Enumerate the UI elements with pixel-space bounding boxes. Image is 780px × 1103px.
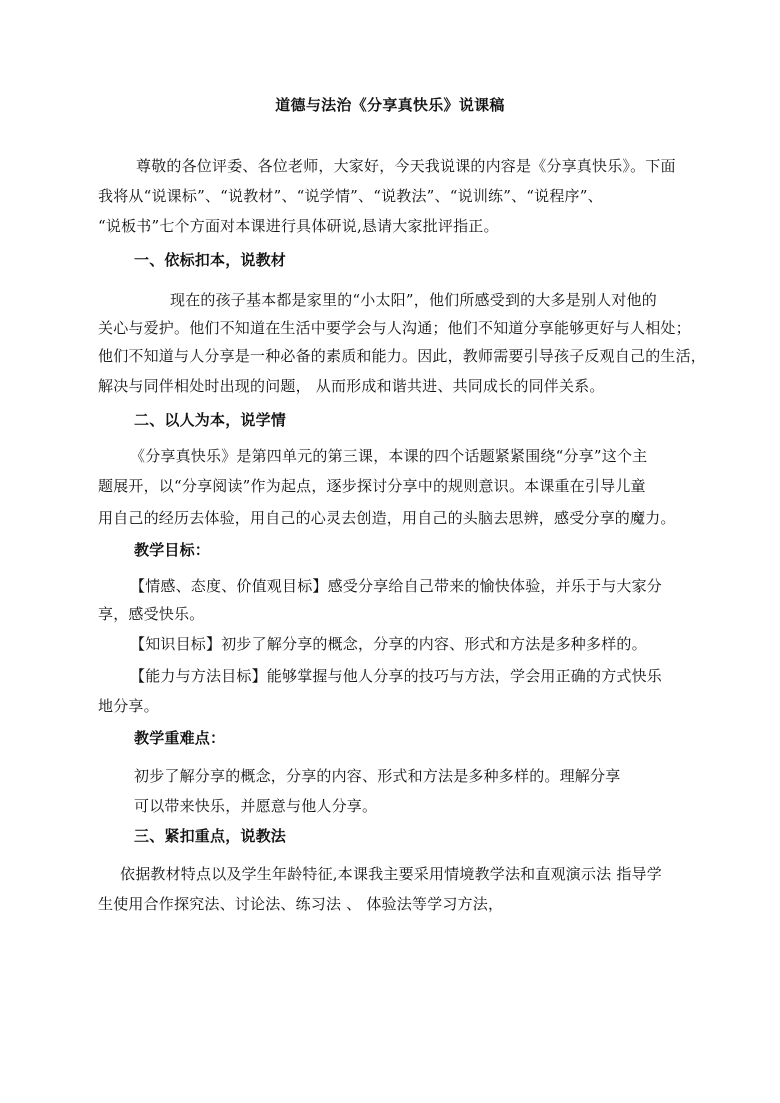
intro-line-2: 我将从“说课标”、“说教材”、“说学情”、“说教法”、“说训练”、“说程序”、 [98, 187, 603, 205]
key-points-line-2: 可以带来快乐，并愿意与他人分享。 [134, 797, 378, 815]
document-title: 道德与法治《分享真快乐》说课稿 [275, 96, 505, 114]
section-3-line-1: 依据教材特点以及学生年龄特征,本课我主要采用情境教学法和直观演示法 指导学 [120, 865, 662, 883]
teaching-goals-heading: 教学目标： [134, 541, 211, 559]
goal-ability-line-2: 地分享。 [98, 697, 159, 715]
goal-emotion-line-1: 【情感、态度、价值观目标】感受分享给自己带来的愉快体验，并乐于与大家分 [130, 577, 663, 595]
section-2-line-3: 用自己的经历去体验，用自己的心灵去创造，用自己的头脑去思辨，感受分享的魔力。 [98, 509, 676, 527]
goal-emotion-line-2: 享，感受快乐。 [98, 605, 205, 623]
goal-knowledge: 【知识目标】初步了解分享的概念，分享的内容、形式和方法是多种多样的。 [130, 635, 647, 653]
section-3-heading: 三、紧扣重点，说教法 [134, 827, 287, 845]
goal-ability-line-1: 【能力与方法目标】能够掌握与他人分享的技巧与方法，学会用正确的方式快乐 [130, 667, 663, 685]
section-2-heading: 二、以人为本，说学情 [134, 411, 287, 429]
section-2-line-2: 题展开，以“分享阅读”作为起点，逐步探讨分享中的规则意识。本课重在引导儿童 [98, 477, 646, 495]
section-2-line-1: 《分享真快乐》是第四单元的第三课，本课的四个话题紧紧围绕“分享”这个主 [130, 447, 648, 465]
key-points-heading: 教学重难点： [134, 729, 226, 747]
key-points-line-1: 初步了解分享的概念，分享的内容、形式和方法是多种多样的。理解分享 [134, 767, 621, 785]
section-1-line-4: 解决与同伴相处时出现的问题， 从而形成和谐共进、共同成长的同伴关系。 [98, 377, 605, 395]
section-1-line-1: 现在的孩子基本都是家里的“小太阳”，他们所感受到的大多是别人对他的 [170, 291, 657, 309]
intro-line-1: 尊敬的各位评委、各位老师，大家好，今天我说课的内容是《分享真快乐》。下面 [136, 157, 676, 175]
section-1-line-3: 他们不知道与人分享是一种必备的素质和能力。因此，教师需要引导孩子反观自己的生活， [98, 347, 707, 365]
section-1-heading: 一、依标扣本，说教材 [134, 251, 287, 269]
section-1-line-2: 关心与爱护。他们不知道在生活中要学会与人沟通；他们不知道分享能够更好与人相处； [98, 319, 691, 337]
section-3-line-2: 生使用合作探究法、讨论法、练习法 、 体验法等学习方法， [98, 895, 504, 913]
intro-line-3: “说板书”七个方面对本课进行具体研说,恳请大家批评指正。 [98, 217, 499, 235]
